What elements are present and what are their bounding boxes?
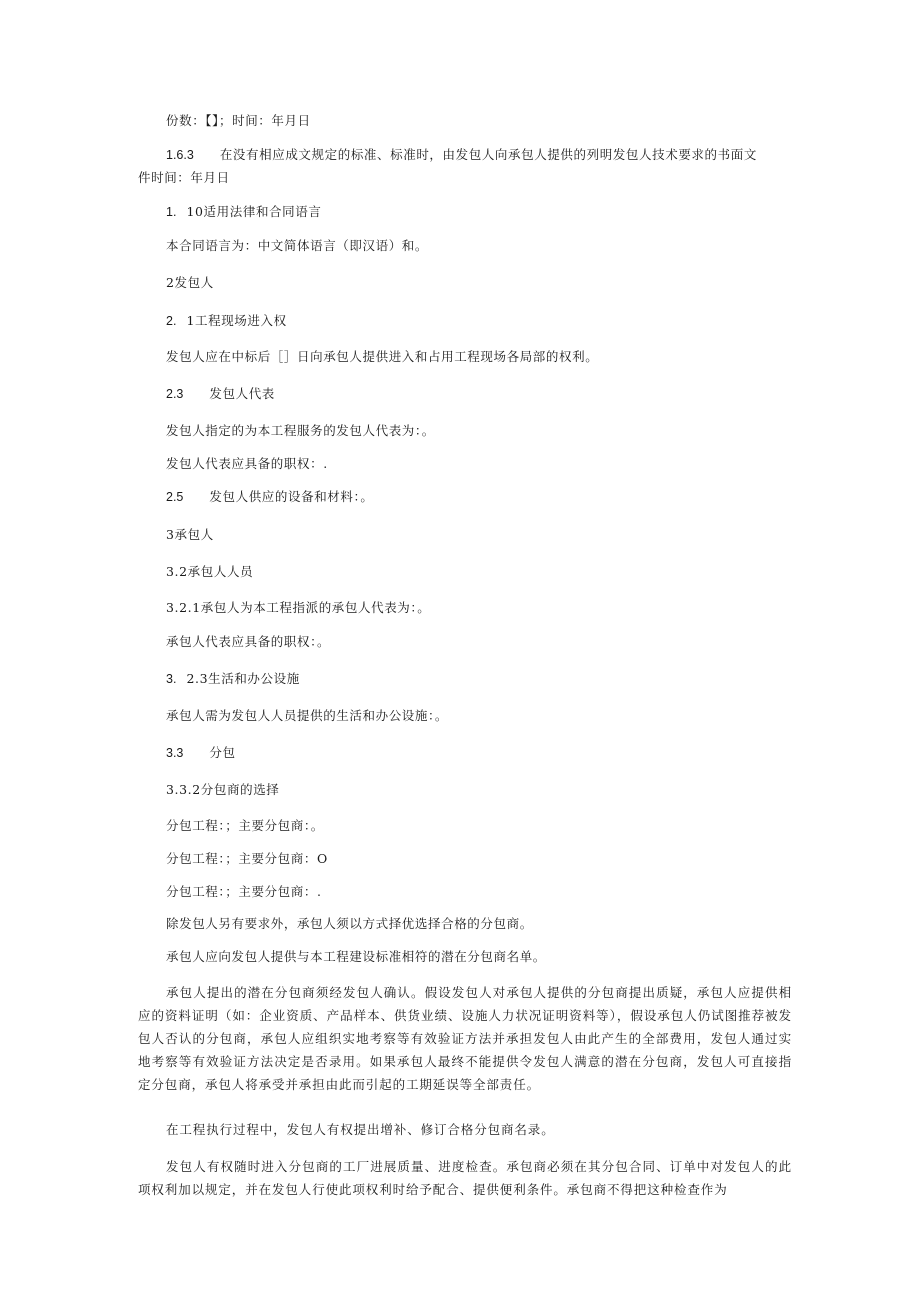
employer-representative-authority-line: 发包人代表应具备的职权：. <box>166 456 328 471</box>
inspection-rights-paragraph: 发包人有权随时进入分包商的工厂进展质量、进度检查。承包商必须在其分包合同、订单中对发包人的此项权利加以规定，并在发包人行使此项权利时给予配合、提供便利条件。承包商不得把这种检查作为 <box>138 1159 792 1197</box>
subcontract-line-1: 分包工程：；主要分包商：。 <box>166 818 324 833</box>
section-2-1-heading <box>166 313 287 329</box>
contractor-representative-authority-line: 承包人代表应具备的职权：。 <box>166 634 331 649</box>
section-text: 分包 <box>209 745 236 760</box>
section-number: 2.3 <box>166 387 184 401</box>
section-3-heading: 3承包人 <box>166 527 214 542</box>
section-number: 2.5 <box>166 490 184 504</box>
subcontract-line-3: 分包工程：；主要分包商：. <box>166 884 322 899</box>
section-text: 1工程现场进入权 <box>186 313 287 328</box>
section-2-3-heading <box>166 386 275 402</box>
section-number: 2. <box>166 314 177 328</box>
section-number: 3. <box>166 672 177 686</box>
section-2-heading: 2发包人 <box>166 275 214 290</box>
section-1-10-heading <box>166 204 321 220</box>
section-3-3-heading <box>166 745 236 761</box>
subcontractor-list-line: 承包人应向发包人提供与本工程建设标准相符的潜在分包商名单。 <box>166 949 546 964</box>
section-number: 3.3 <box>166 746 184 760</box>
section-text: 在没有相应成文规定的标准、标准时，由发包人向承包人提供的列明发包人技术要求的书面文 <box>219 147 757 162</box>
contract-language-line: 本合同语言为：中文简体语言（即汉语）和。 <box>166 238 429 253</box>
living-office-facilities-line: 承包人需为发包人人员提供的生活和办公设施：。 <box>166 708 448 723</box>
employer-representative-line: 发包人指定的为本工程服务的发包人代表为：。 <box>166 423 435 438</box>
section-3-2-heading: 3.2承包人人员 <box>166 564 254 579</box>
site-access-line: 发包人应在中标后［］日向承包人提供进入和占用工程现场各局部的权利。 <box>166 349 599 364</box>
subcontractor-approval-paragraph: 承包人提出的潜在分包商须经发包人确认。假设发包人对承包人提供的分包商提出质疑，承包人应提供相应的资料证明（如：企业资质、产品样本、供货业绩、设施人力状况证明资料等），假设承包人仍试图推荐被发包人否认的分包商，承包人应组织实地考察等有效验证方法并承担发包人由此产生的全部费用，发包人通过实地考察等有效验证方法决定是否录用。如果承包人最终不能提供令发包人满意的潜在分包商，发包人可直接指定分包商，承包人将承受并承担由此而引起的工期延误等全部责任。 <box>138 985 792 1092</box>
section-text: 发包人供应的设备和材料：。 <box>209 489 374 504</box>
section-3-2-3-heading <box>166 671 300 687</box>
section-1-6-3-continuation: 件时间：年月日 <box>138 170 230 185</box>
section-text: 2.3生活和办公设施 <box>186 671 300 686</box>
copies-and-date-line: 份数：【】；时间：年月日 <box>166 113 311 128</box>
section-number: 1. <box>166 205 177 219</box>
subcontract-line-2: 分包工程：；主要分包商：O <box>166 851 328 866</box>
section-3-3-2-heading: 3.3.2分包商的选择 <box>166 782 280 797</box>
section-2-5-line <box>166 489 373 505</box>
section-1-6-3 <box>166 147 757 163</box>
subcontractor-selection-method-line: 除发包人另有要求外，承包人须以方式择优选择合格的分包商。 <box>166 916 533 931</box>
section-number: 1.6.3 <box>166 148 194 162</box>
section-text: 发包人代表 <box>209 386 275 401</box>
subcontractor-list-revision-paragraph: 在工程执行过程中，发包人有权提出增补、修订合格分包商名录。 <box>166 1122 555 1137</box>
section-3-2-1-line: 3.2.1承包人为本工程指派的承包人代表为：。 <box>166 600 431 615</box>
section-text: 10适用法律和合同语言 <box>186 204 322 219</box>
